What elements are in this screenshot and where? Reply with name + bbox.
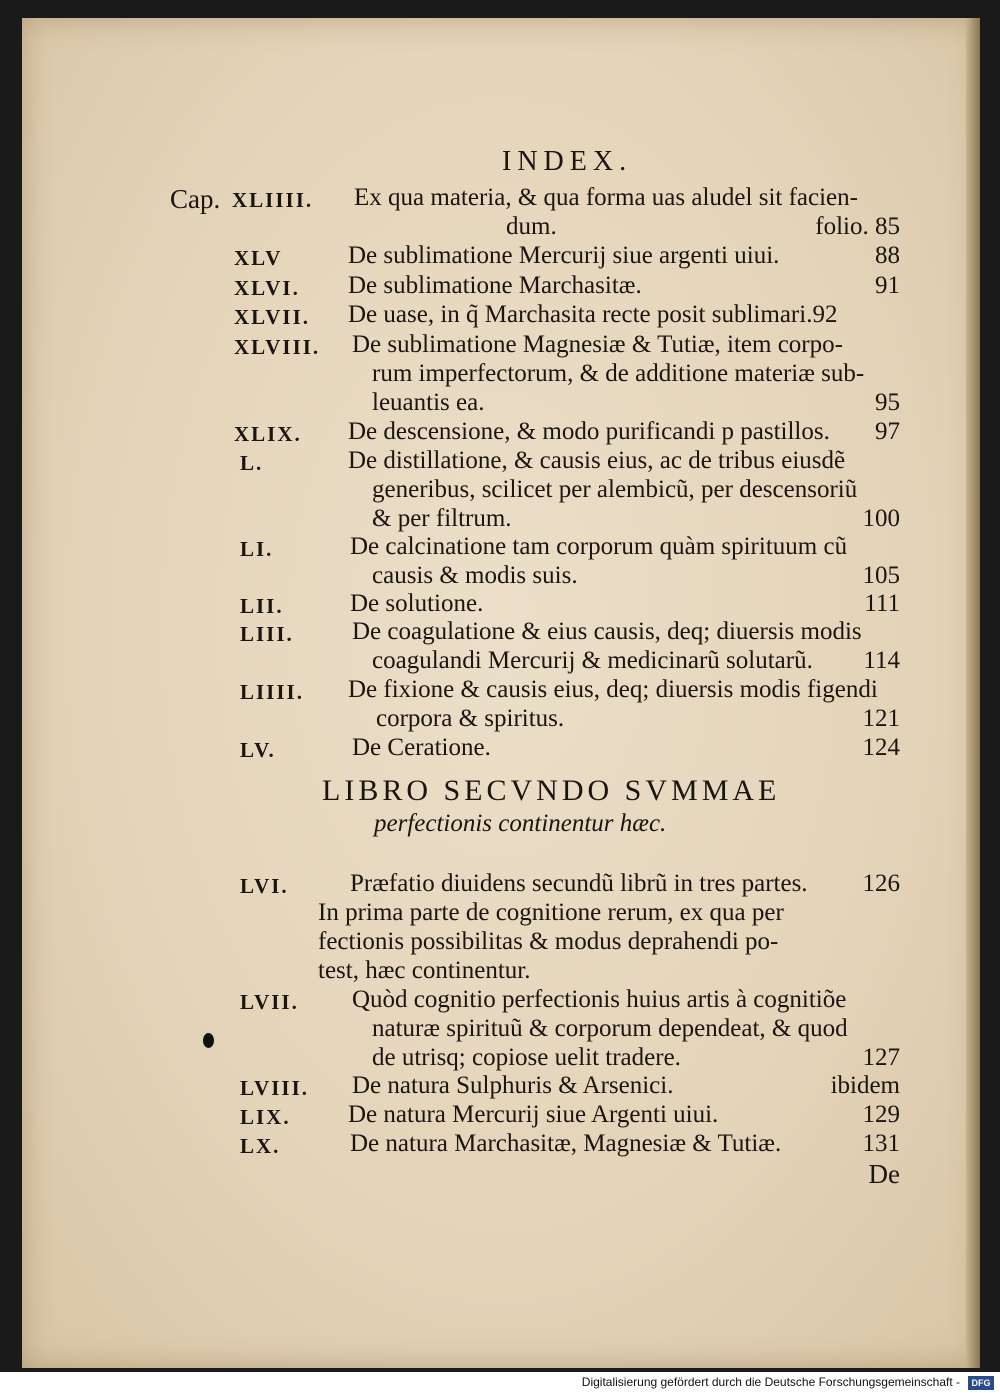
page-number: 126 [862,870,900,897]
entry-line: De distillatione, & causis eius, ac de tribus eiusdẽ [348,447,846,474]
chapter-number: LIX. [240,1105,291,1129]
page-number: 127 [862,1044,900,1071]
footer-credit: Digitalisierung gefördert durch die Deutsche Forschungsgemeinschaft - [581,1375,960,1389]
chapter-number: LIII. [240,622,294,646]
entry-line: corpora & spiritus. [376,705,565,732]
entry-line: De Ceratione. [352,734,491,761]
entry-line: De natura Mercurij siue Argenti uiui. [348,1101,719,1128]
chapter-number: L. [240,451,264,475]
entry-line: rum imperfectorum, & de additione materiæ sub- [372,360,865,387]
chapter-number: LVI. [240,874,289,898]
page-number: 129 [862,1101,900,1128]
chapter-number: LII. [240,594,284,618]
page-number: 124 [862,734,900,761]
chapter-number: XLVI. [234,276,300,300]
page-number: 114 [863,647,900,674]
chapter-number: LVII. [240,990,299,1014]
chapter-number: LVIII. [240,1076,310,1100]
page-number: 131 [862,1130,900,1157]
chapter-number: LV. [240,738,276,762]
page-header: INDEX. [502,146,633,177]
chapter-number: XLV [234,246,283,270]
page-number: 95 [875,389,900,416]
chapter-number: XLIX. [234,422,302,446]
entry-line: De sublimatione Marchasitæ. [348,272,642,299]
entry-line: leuantis ea. [372,389,485,416]
chapter-number: XLVII. [234,305,311,329]
entry-line: Ex qua materia, & qua forma uas aludel sit facien- [354,184,858,211]
chapter-number: LI. [240,537,274,561]
entry-line: generibus, scilicet per alembicũ, per descensoriũ [372,476,858,503]
page-number: 105 [862,562,900,589]
book-page [22,18,980,1368]
page-number: 97 [875,418,900,445]
note-line: In prima parte de cognitione rerum, ex qua per [318,899,784,926]
entry-line: De solutione. [350,590,484,617]
entry-line: De uase, in q̃ Marchasita recte posit sublimari.92 [348,301,838,328]
entry-line: causis & modis suis. [372,562,578,589]
chapter-number: XLIIII. [232,188,314,212]
entry-line: coagulandi Mercurij & medicinarũ solutarũ. [372,647,813,674]
entry-line: De descensione, & modo purificandi p pastillos. [348,418,830,445]
entry-line: dum. [506,213,557,240]
entry-line: Quòd cognitio perfectionis huius artis à cognitiõe [352,986,847,1013]
section-title: LIBRO SECVNDO SVMMAE [322,774,781,807]
entry-line: De natura Marchasitæ, Magnesiæ & Tutiæ. [350,1130,782,1157]
entry-line: Præfatio diuidens secundũ librũ in tres partes. [350,870,808,897]
page-number: 91 [875,272,900,299]
section-subtitle: perfectionis continentur hæc. [374,810,667,837]
entry-line: De fixione & causis eius, deq; diuersis modis figendi [348,676,878,703]
chapter-number: LIIII. [240,680,304,704]
entry-line: De sublimatione Mercurij siue argenti uiui. [348,242,780,269]
entry-line: naturæ spirituũ & corporum dependeat, & quod [372,1015,848,1042]
entry-line: De coagulatione & eius causis, deq; diuersis modis [352,618,862,645]
chapter-number: LX. [240,1134,281,1158]
entry-line: De natura Sulphuris & Arsenici. [352,1072,674,1099]
page-number: 111 [864,590,900,617]
page-number: 121 [862,705,900,732]
page-number: folio. 85 [815,213,900,240]
page-gutter [966,18,980,1368]
entry-line: De calcinatione tam corporum quàm spirituum cũ [350,533,848,560]
note-line: fectionis possibilitas & modus deprahendi po- [318,928,779,955]
dfg-logo-icon: DFG [968,1376,994,1390]
footer-bar [0,1372,1000,1395]
chapter-number: XLVIII. [234,335,321,359]
note-line: test, hæc continentur. [318,957,531,984]
catchword: De [868,1159,900,1189]
entry-line: & per filtrum. [372,505,512,532]
entry-line: De sublimatione Magnesiæ & Tutiæ, item corpo- [352,331,843,358]
page-number: ibidem [830,1072,900,1099]
ink-blot [203,1033,214,1048]
entry-line: de utrisq; copiose uelit tradere. [372,1044,681,1071]
page-number: 88 [875,242,900,269]
page-number: 100 [862,505,900,532]
cap-label: Cap. [170,184,221,214]
